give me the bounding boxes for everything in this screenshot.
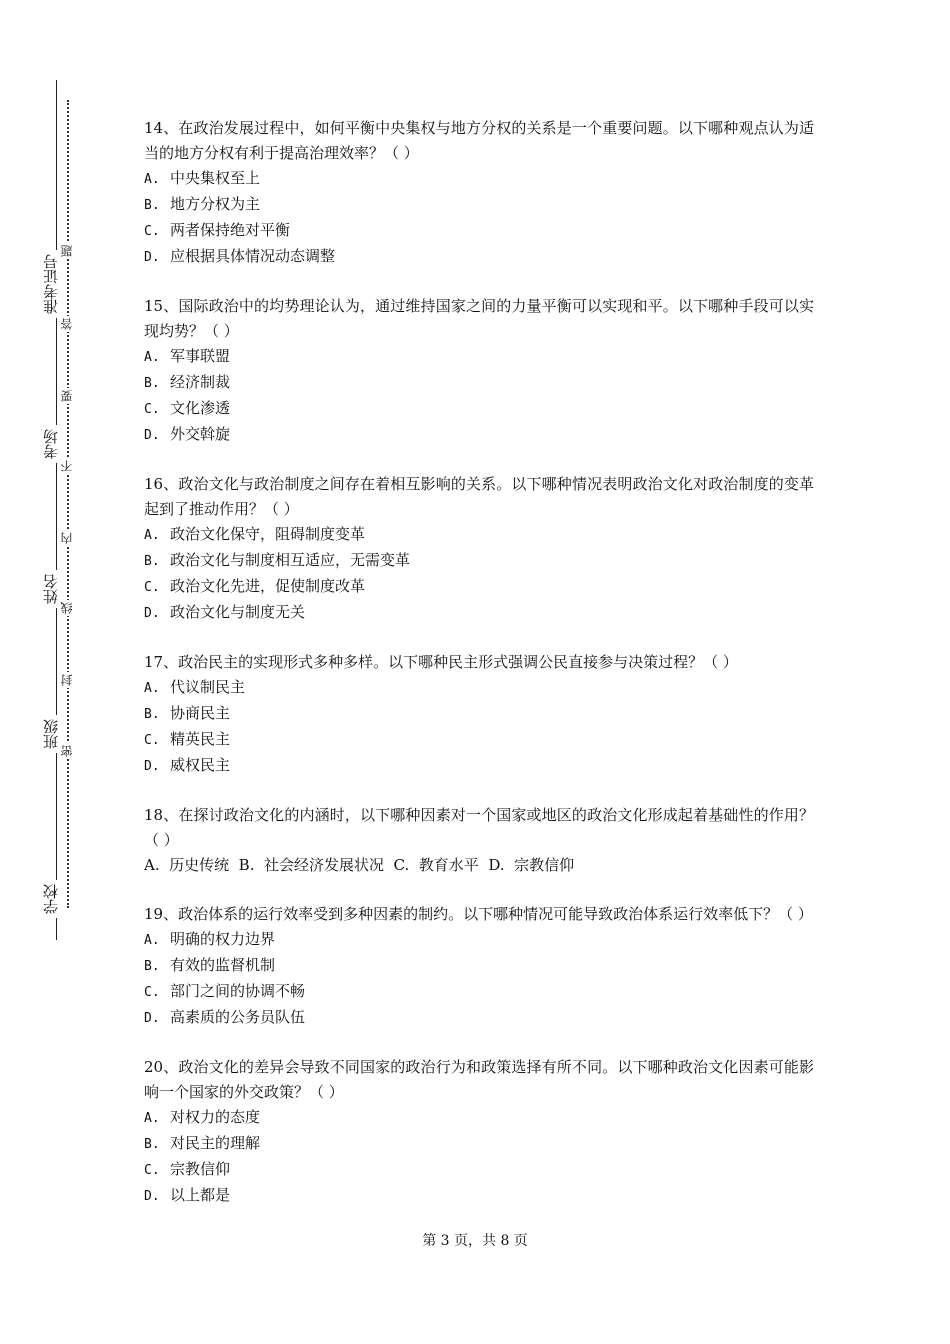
seal-char: 内: [60, 532, 74, 544]
question-stem: 19、政治体系的运行效率受到多种因素的制约。以下哪种情况可能导致政治体系运行效率低下？（ ）: [144, 905, 813, 923]
seal-char: 线: [60, 602, 74, 614]
name-label: 姓名: [42, 570, 60, 608]
option-b: B. 对民主的理解: [144, 1134, 261, 1152]
option-c: C. 宗教信仰: [144, 1160, 231, 1178]
question-14: [144, 116, 814, 270]
question-20: [144, 1055, 814, 1209]
option-b: B. 经济制裁: [144, 373, 231, 391]
question-stem: 14、在政治发展过程中，如何平衡中央集权与地方分权的关系是一个重要问题。以下哪种观点认为适当的地方分权有利于提高治理效率？（ ）: [144, 119, 814, 162]
option-b: B. 协商民主: [144, 704, 231, 722]
option-a: A. 明确的权力边界: [144, 930, 276, 948]
option-b: B. 政治文化与制度相互适应，无需变革: [144, 551, 411, 569]
seal-char: 答: [60, 318, 74, 330]
inline-options: A. 历史传统 B. 社会经济发展状况 C. 教育水平 D. 宗教信仰: [144, 856, 575, 874]
question-15: [144, 294, 814, 448]
question-stem: 18、在探讨政治文化的内涵时，以下哪种因素对一个国家或地区的政治文化形成起着基础性的作用？（ ）: [144, 806, 814, 849]
question-16: [144, 472, 814, 626]
option-c: C. 两者保持绝对平衡: [144, 221, 291, 239]
question-19: [144, 902, 814, 1031]
option-a: A. 政治文化保守，阻碍制度变革: [144, 525, 366, 543]
binding-margin: [20, 80, 60, 940]
question-stem: 17、政治民主的实现形式多种多样。以下哪种民主形式强调公民直接参与决策过程？（ ）: [144, 653, 738, 671]
seal-char: 密: [60, 745, 74, 757]
seal-char: 不: [60, 460, 74, 472]
option-c: C. 精英民主: [144, 730, 231, 748]
option-a: A. 军事联盟: [144, 347, 231, 365]
question-17: [144, 650, 814, 779]
option-c: C. 文化渗透: [144, 399, 231, 417]
option-c: C. 政治文化先进，促使制度改革: [144, 577, 366, 595]
exam-id-label: 准考证号: [42, 250, 60, 318]
option-d: D. 外交斡旋: [144, 425, 231, 443]
seal-char: 题: [60, 245, 74, 257]
seal-char: 要: [60, 390, 74, 402]
question-stem: 15、国际政治中的均势理论认为，通过维持国家之间的力量平衡可以实现和平。以下哪种手段可以实现均势？（ ）: [144, 297, 814, 340]
page-number: 第 3 页，共 8 页: [422, 1233, 528, 1249]
question-18: [144, 803, 814, 878]
option-b: B. 有效的监督机制: [144, 956, 276, 974]
option-d: D. 高素质的公务员队伍: [144, 1008, 306, 1026]
binding-line: [56, 80, 57, 940]
option-d: D. 威权民主: [144, 756, 231, 774]
option-c: C. 部门之间的协调不畅: [144, 982, 306, 1000]
question-stem: 20、政治文化的差异会导致不同国家的政治行为和政策选择有所不同。以下哪种政治文化因素可能影响一个国家的外交政策？（ ）: [144, 1058, 814, 1101]
option-a: A. 中央集权至上: [144, 169, 261, 187]
seal-dotted-line: [67, 100, 69, 908]
option-a: A. 代议制民主: [144, 678, 246, 696]
school-label: 学校: [42, 880, 60, 918]
option-d: D. 政治文化与制度无关: [144, 603, 306, 621]
question-list: [144, 116, 814, 1233]
option-d: D. 应根据具体情况动态调整: [144, 247, 336, 265]
option-d: D. 以上都是: [144, 1186, 231, 1204]
class-label: 班级: [42, 715, 60, 753]
option-a: A. 对权力的态度: [144, 1108, 261, 1126]
option-b: B. 地方分权为主: [144, 195, 261, 213]
exam-room-label: 考场: [42, 425, 60, 463]
question-stem: 16、政治文化与政治制度之间存在着相互影响的关系。以下哪种情况表明政治文化对政治制度的变革起到了推动作用？（ ）: [144, 475, 814, 518]
seal-char: 封: [60, 674, 74, 686]
